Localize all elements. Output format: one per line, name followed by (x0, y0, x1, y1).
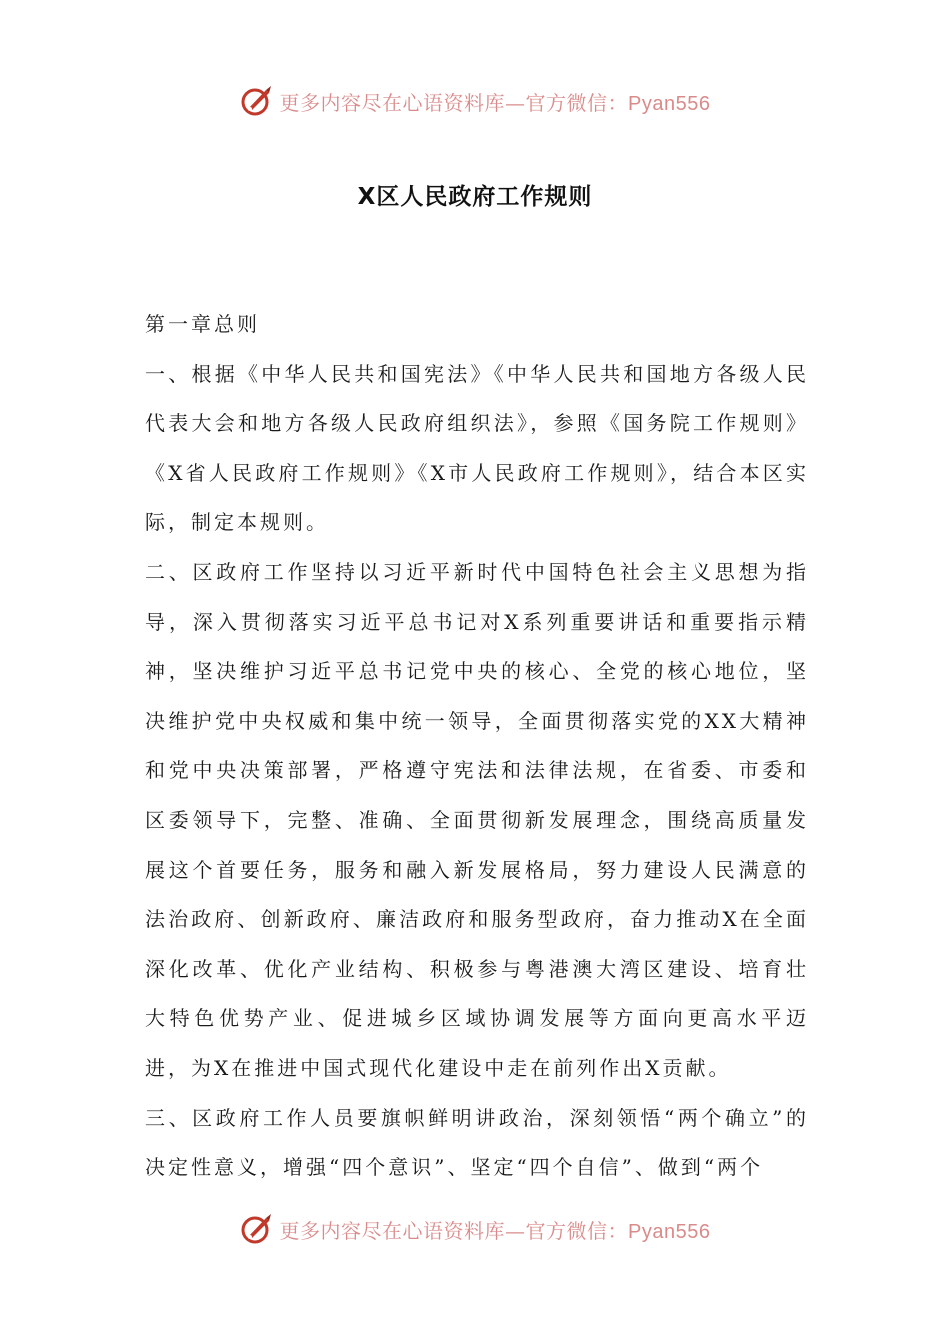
watermark-wechat-id: Pyan556 (628, 1220, 711, 1243)
paragraph-2: 二、区政府工作坚持以习近平新时代中国特色社会主义思想为指导，深入贯彻落实习近平总书记对X系列重要讲话和重要指示精神，坚决维护习近平总书记党中央的核心、全党的核心地位，坚决维护党中央权威和集中统一领导，全面贯彻落实党的XX大精神和党中央决策部署，严格遵守宪法和法律法规，在省委、市委和区委领导下，完整、准确、全面贯彻新发展理念，围绕高质量发展这个首要任务，服务和融入新发展格局，努力建设人民满意的法治政府、创新政府、廉洁政府和服务型政府，奋力推动X在全面深化改革、优化产业结构、积极参与粤港澳大湾区建设、培育壮大特色优势产业、促进城乡区域协调发展等方面向更高水平迈进，为X在推进中国式现代化建设中走在前列作出X贡献。 (145, 559, 809, 1080)
footer-watermark (0, 1212, 950, 1246)
document-body (145, 300, 809, 1193)
watermark-text: 更多内容尽在心语资料库—官方微信：Pyan556 (279, 90, 711, 115)
header-watermark (0, 84, 950, 118)
paragraph-1: 一、根据《中华人民共和国宪法》《中华人民共和国地方各级人民代表大会和地方各级人民政府组织法》，参照《国务院工作规则》《X省人民政府工作规则》《X市人民政府工作规则》，结合本区实际，制定本规则。 (145, 361, 809, 535)
document-title: X区人民政府工作规则 (357, 184, 593, 210)
watermark-text: 更多内容尽在心语资料库—官方微信：Pyan556 (279, 1218, 711, 1243)
paragraph-3: 三、区政府工作人员要旗帜鲜明讲政治，深刻领悟“两个确立”的决定性意义，增强“四个意识”、坚定“四个自信”、做到“两个 (145, 1105, 809, 1180)
quill-logo-icon (240, 84, 274, 118)
watermark-wechat-id: Pyan556 (628, 92, 711, 115)
chapter-heading: 第一章总则 (145, 312, 260, 336)
quill-logo-icon (240, 1212, 274, 1246)
